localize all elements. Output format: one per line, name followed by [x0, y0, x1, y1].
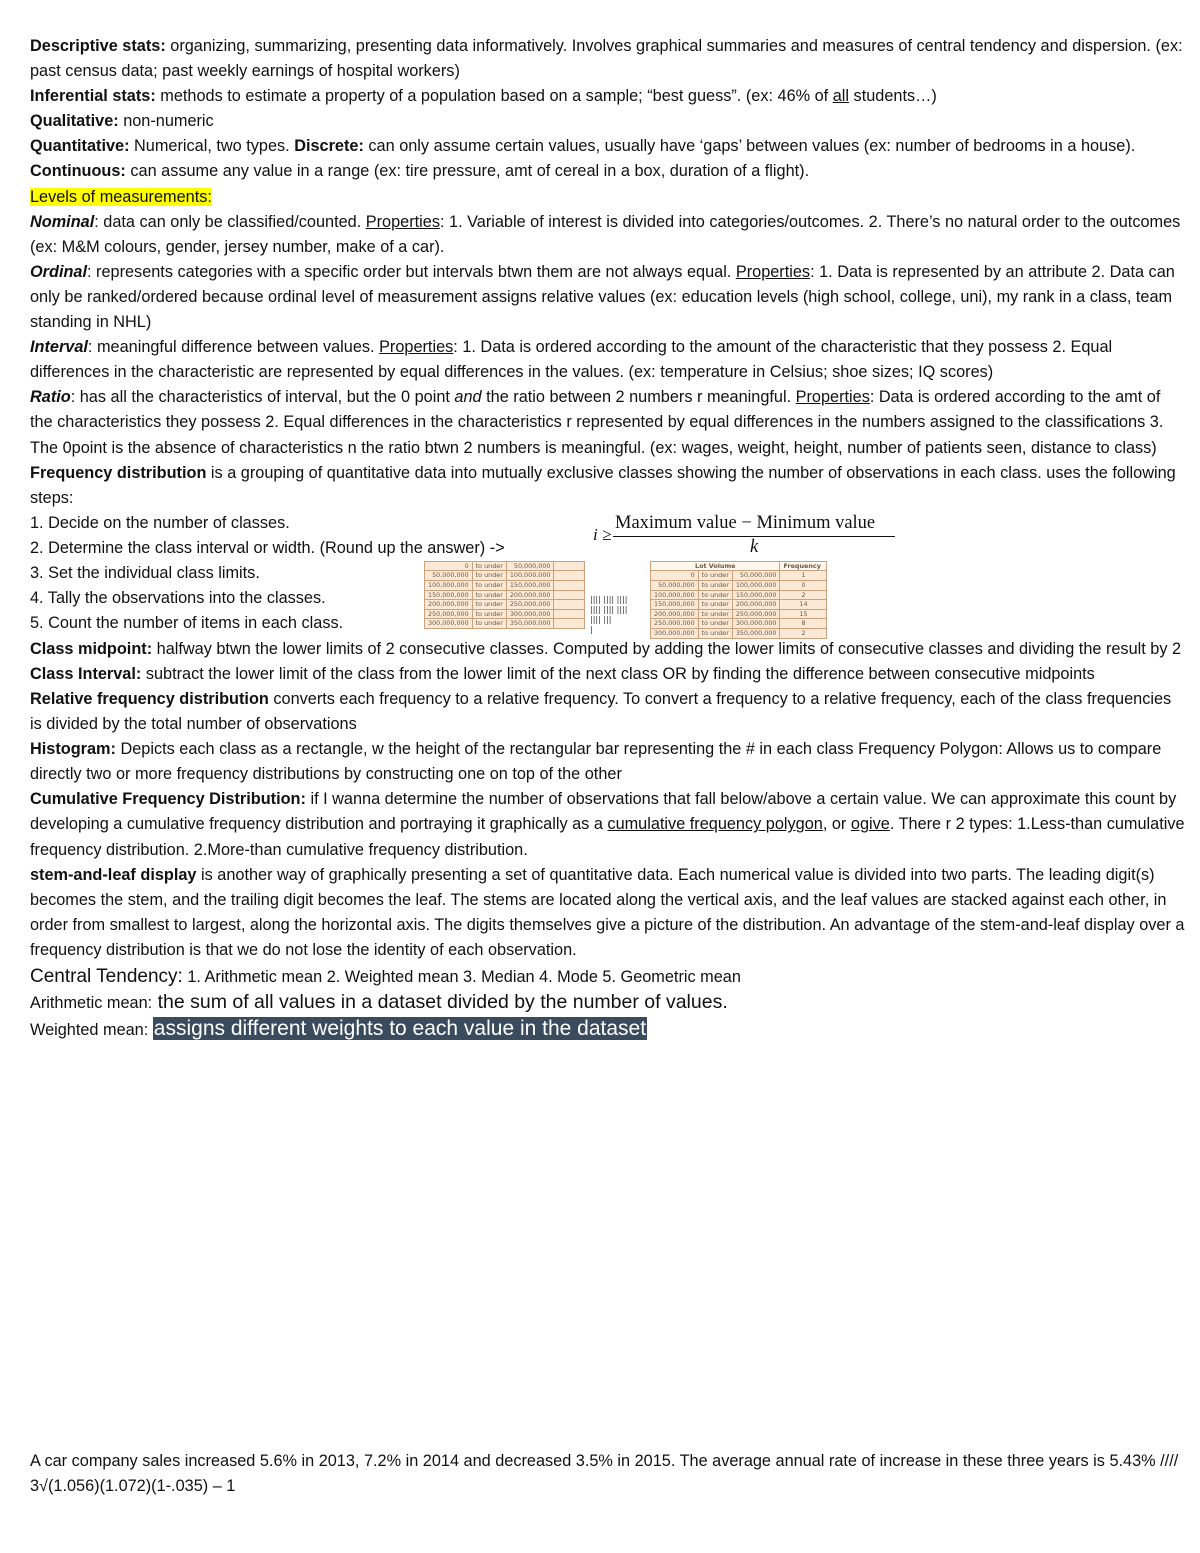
notes-page — [30, 34, 1186, 1043]
definition-cont: the ratio between 2 numbers r meaningful. — [481, 388, 796, 407]
table-cell: 0 — [425, 561, 473, 571]
table-cell: 300,000,000 — [425, 619, 473, 629]
tally-table — [424, 561, 585, 629]
properties-label: Properties — [365, 212, 440, 231]
term: Relative frequency distribution — [30, 689, 269, 708]
underlined-word: all — [832, 87, 850, 106]
step-item: 1. Decide on the number of classes. — [30, 513, 290, 532]
term: Ordinal — [30, 262, 87, 281]
term-continuous: Continuous: — [30, 162, 126, 181]
definition: non-numeric — [118, 112, 214, 131]
term: stem-and-leaf display — [30, 865, 197, 884]
formula-denominator: k — [750, 536, 759, 557]
definition-end: students…) — [849, 87, 937, 106]
step-item: 5. Count the number of items in each class. — [30, 614, 344, 633]
class-width-formula — [593, 511, 903, 563]
definition: converts each frequency to a relative frequency. To convert a frequency to a relative frequency, each of the class frequencies is divided by the total number of observations — [30, 689, 1172, 734]
definition-continuous: can assume any value in a range (ex: tire pressure, amt of cereal in a box, duration of a flight). — [125, 162, 810, 181]
term: Central Tendency: — [30, 966, 183, 987]
table-cell: to under — [472, 600, 506, 610]
table-cell: 200,000,000 — [506, 590, 554, 600]
term: Frequency distribution — [30, 463, 207, 482]
table-row — [425, 600, 585, 610]
table-cell: 100,000,000 — [506, 571, 554, 581]
term: Histogram: — [30, 740, 116, 759]
table-cell: to under — [698, 628, 732, 638]
definition-end: . There r 2 types: 1.Less-than cumulative frequency distribution. 2.More-than cumulative frequency distribution. — [30, 815, 1185, 859]
properties-label: Properties — [795, 388, 870, 407]
table-cell: 14 — [780, 600, 827, 610]
table-cell: to under — [472, 561, 506, 571]
para-stem-and-leaf — [30, 863, 1186, 963]
table-cell: 50,000,000 — [651, 580, 699, 590]
definition: Numerical, two types. — [129, 137, 295, 156]
table-cell: 300,000,000 — [732, 619, 780, 629]
table-cell: 300,000,000 — [506, 609, 554, 619]
term: Arithmetic mean: — [30, 994, 153, 1013]
geometric-mean-example: A car company sales increased 5.6% in 2013, 7.2% in 2014 and decreased 3.5% in 2015. The average annual rate of increase in these three years is 5.43% //// 3√(1.056)(1.072)(1-.035) – 1 — [30, 1452, 1179, 1496]
definition: is a grouping of quantitative data into mutually exclusive classes showing the number of observations in each class. uses the following steps: — [30, 463, 1176, 507]
definition: is another way of graphically presenting a set of quantitative data. Each numerical value is divided into two parts. The leading digit(s) becomes the stem, and the trailing digit becomes the leaf. The stems are located along the vertical axis, and the leaf values are stacked against each other, in order from smallest to largest, along the horizontal axis. The digits themselves give a picture of the distribution. An advantage of the stem-and-leaf display over a frequency distribution is that we do not lose the identity of each observation. — [30, 865, 1185, 959]
definition: 1. Arithmetic mean 2. Weighted mean 3. Median 4. Mode 5. Geometric mean — [182, 968, 741, 986]
table-cell: to under — [698, 619, 732, 629]
table-cell: to under — [698, 600, 732, 610]
table-cell: 250,000,000 — [425, 609, 473, 619]
highlighted-heading: Levels of measurements: — [30, 187, 212, 206]
properties-label: Properties — [379, 338, 454, 357]
table-row — [425, 561, 585, 571]
para-nominal — [30, 210, 1186, 260]
para-inferential-stats — [30, 84, 1186, 109]
table-cell: 2 — [780, 590, 827, 600]
table-row — [425, 609, 585, 619]
para-central-tendency — [30, 963, 1186, 990]
table-row — [651, 580, 827, 590]
table-cell: 150,000,000 — [651, 600, 699, 610]
table-cell: 150,000,000 — [732, 590, 780, 600]
table-cell — [554, 580, 585, 590]
underlined-term: cumulative frequency polygon — [607, 815, 823, 834]
tally-marks — [590, 595, 627, 635]
table-cell: to under — [698, 580, 732, 590]
definition: Depicts each class as a rectangle, w the height of the rectangular bar representing the # in each class Frequency Polygon: Allows us to compare directly two or more frequency distributions by constructing one on top of the other — [30, 740, 1162, 784]
table-cell: 50,000,000 — [506, 561, 554, 571]
table-cell: to under — [698, 609, 732, 619]
table-row — [651, 609, 827, 619]
table-cell: 2 — [780, 628, 827, 638]
table-row — [651, 590, 827, 600]
steps-section — [30, 511, 1186, 637]
table-cell: 100,000,000 — [732, 580, 780, 590]
tally-line: | — [590, 624, 593, 634]
term: Weighted mean: — [30, 1021, 149, 1040]
table-row — [651, 600, 827, 610]
para-histogram — [30, 737, 1186, 787]
para-frequency-distribution — [30, 461, 1186, 511]
table-cell — [554, 600, 585, 610]
definition: : has all the characteristics of interval, but the 0 point — [70, 388, 455, 407]
term: Class Interval: — [30, 664, 142, 683]
table-cell — [554, 590, 585, 600]
table-cell — [554, 571, 585, 581]
tally-line: |||| |||| |||| — [590, 594, 628, 604]
underlined-term: ogive — [850, 815, 890, 834]
step-item: 4. Tally the observations into the classes. — [30, 589, 326, 608]
para-arithmetic-mean — [30, 990, 1186, 1016]
table-cell — [554, 561, 585, 571]
table-cell: 200,000,000 — [732, 600, 780, 610]
table-cell: 200,000,000 — [425, 600, 473, 610]
table-row — [651, 571, 827, 581]
table-row — [651, 628, 827, 638]
step-item: 2. Determine the class interval or width. (Round up the answer) -> — [30, 538, 505, 557]
step-item: 3. Set the individual class limits. — [30, 563, 260, 582]
properties-text: : 1. Data is ordered according to the amount of the characteristic that they possess 2. Equal differences in the characteristic are represented by equal differences in the values. (ex: temperature in Celsius; shoe sizes; IQ scores) — [30, 338, 1113, 382]
table-row — [425, 590, 585, 600]
selected-text[interactable]: assigns different weights to each value in the dataset — [153, 1017, 647, 1041]
properties-text: : Data is ordered according to the amt of the characteristics they possess 2. Equal differences in the characteristics r represented by equal differences in the numbers assigned to the classifications 3. The 0point is the absence of characteristics n the ratio btwn 2 numbers is meaningful. (ex: wages, weight, height, number of patients seen, distance to class) — [30, 388, 1164, 457]
table-cell: 300,000,000 — [651, 628, 699, 638]
table-cell: 50,000,000 — [732, 571, 780, 581]
term: Quantitative: — [30, 137, 130, 156]
bottom-note — [30, 1433, 1186, 1516]
para-interval — [30, 335, 1186, 385]
table-row — [425, 571, 585, 581]
table-cell: 150,000,000 — [506, 580, 554, 590]
term-discrete: Discrete: — [294, 137, 364, 156]
table-cell: 0 — [651, 571, 699, 581]
table-cell: to under — [698, 571, 732, 581]
table-cell: 250,000,000 — [506, 600, 554, 610]
table-cell: 200,000,000 — [651, 609, 699, 619]
definition: organizing, summarizing, presenting data informatively. Involves graphical summaries and measures of central tendency and dispersion. (ex: past census data; past weekly earnings of hospital workers) — [30, 37, 1183, 81]
term: Interval — [30, 338, 88, 357]
table-cell: 0 — [780, 580, 827, 590]
tally-line: |||| ||| — [590, 614, 612, 624]
para-weighted-mean — [30, 1016, 1186, 1043]
table-cell: to under — [472, 609, 506, 619]
table-cell: 350,000,000 — [732, 628, 780, 638]
para-levels-heading — [30, 185, 1186, 210]
properties-text: : 1. Variable of interest is divided into categories/outcomes. 2. There’s no natural order to the outcomes (ex: M&M colours, gender, jersey number, make of a car). — [30, 212, 1181, 256]
tally-line: |||| |||| |||| — [590, 604, 628, 614]
term: Nominal — [30, 212, 95, 231]
table-header-row — [651, 561, 827, 571]
para-relative-frequency — [30, 687, 1186, 737]
term: Qualitative: — [30, 112, 119, 131]
table-cell: 1 — [780, 571, 827, 581]
definition-cont: , or — [822, 815, 851, 834]
definition: halfway btwn the lower limits of 2 consecutive classes. Computed by adding the lower limits of consecutive classes and dividing the result by 2 — [152, 639, 1182, 658]
table-cell: 150,000,000 — [425, 590, 473, 600]
header-cell: Lot Volume — [651, 561, 780, 571]
properties-text: : 1. Data is represented by an attribute 2. Data can only be ranked/ordered because ordinal level of measurement assigns relative values (ex: education levels (high school, college, uni), my rank in a class, team standing in NHL) — [30, 262, 1175, 332]
term: Ratio — [30, 388, 71, 407]
definition: : represents categories with a specific order but intervals btwn them are not always equal. — [87, 262, 736, 281]
table-row — [425, 580, 585, 590]
para-qualitative — [30, 109, 1186, 134]
definition: : meaningful difference between values. — [87, 338, 380, 357]
term: Cumulative Frequency Distribution: — [30, 790, 306, 809]
term: Class midpoint: — [30, 639, 153, 658]
table-cell: 50,000,000 — [425, 571, 473, 581]
header-cell: Frequency — [780, 561, 827, 571]
table-cell: to under — [472, 571, 506, 581]
table-cell: 250,000,000 — [651, 619, 699, 629]
definition: methods to estimate a property of a population based on a sample; “best guess”. (ex: 46% of — [155, 87, 833, 106]
formula-numerator: Maximum value − Minimum value — [615, 512, 876, 533]
table-cell — [554, 609, 585, 619]
para-class-midpoint — [30, 637, 1186, 662]
table-cell: to under — [472, 590, 506, 600]
italic-and: and — [454, 388, 482, 407]
para-class-interval — [30, 662, 1186, 687]
para-ordinal — [30, 260, 1186, 335]
definition: if I wanna determine the number of observations that fall below/above a certain value. We can approximate this count by developing a cumulative frequency distribution and portraying it graphically as a — [30, 790, 1177, 834]
para-cumulative-frequency — [30, 787, 1186, 862]
table-cell: to under — [472, 580, 506, 590]
table-cell: to under — [472, 619, 506, 629]
definition-discrete: can only assume certain values, usually have ‘gaps’ between values (ex: number of bedrooms in a house). — [363, 137, 1136, 156]
frequency-table — [650, 561, 827, 639]
definition: the sum of all values in a dataset divided by the number of values. — [152, 991, 728, 1014]
table-cell: 100,000,000 — [425, 580, 473, 590]
table-cell: 15 — [780, 609, 827, 619]
properties-label: Properties — [735, 262, 811, 281]
table-cell: 350,000,000 — [506, 619, 554, 629]
para-ratio — [30, 385, 1186, 460]
term: Descriptive stats: — [30, 37, 166, 55]
table-cell — [554, 619, 585, 629]
table-cell: 8 — [780, 619, 827, 629]
para-quantitative — [30, 134, 1186, 184]
para-descriptive-stats — [30, 34, 1186, 84]
term: Inferential stats: — [30, 87, 156, 106]
table-cell: 250,000,000 — [732, 609, 780, 619]
definition: subtract the lower limit of the class from the lower limit of the next class OR by finding the difference between consecutive midpoints — [141, 664, 1095, 683]
table-cell: 100,000,000 — [651, 590, 699, 600]
definition: : data can only be classified/counted. — [94, 212, 366, 231]
table-cell: to under — [698, 590, 732, 600]
table-row — [425, 619, 585, 629]
table-row — [651, 619, 827, 629]
formula-lhs: i ≥ — [593, 524, 612, 544]
